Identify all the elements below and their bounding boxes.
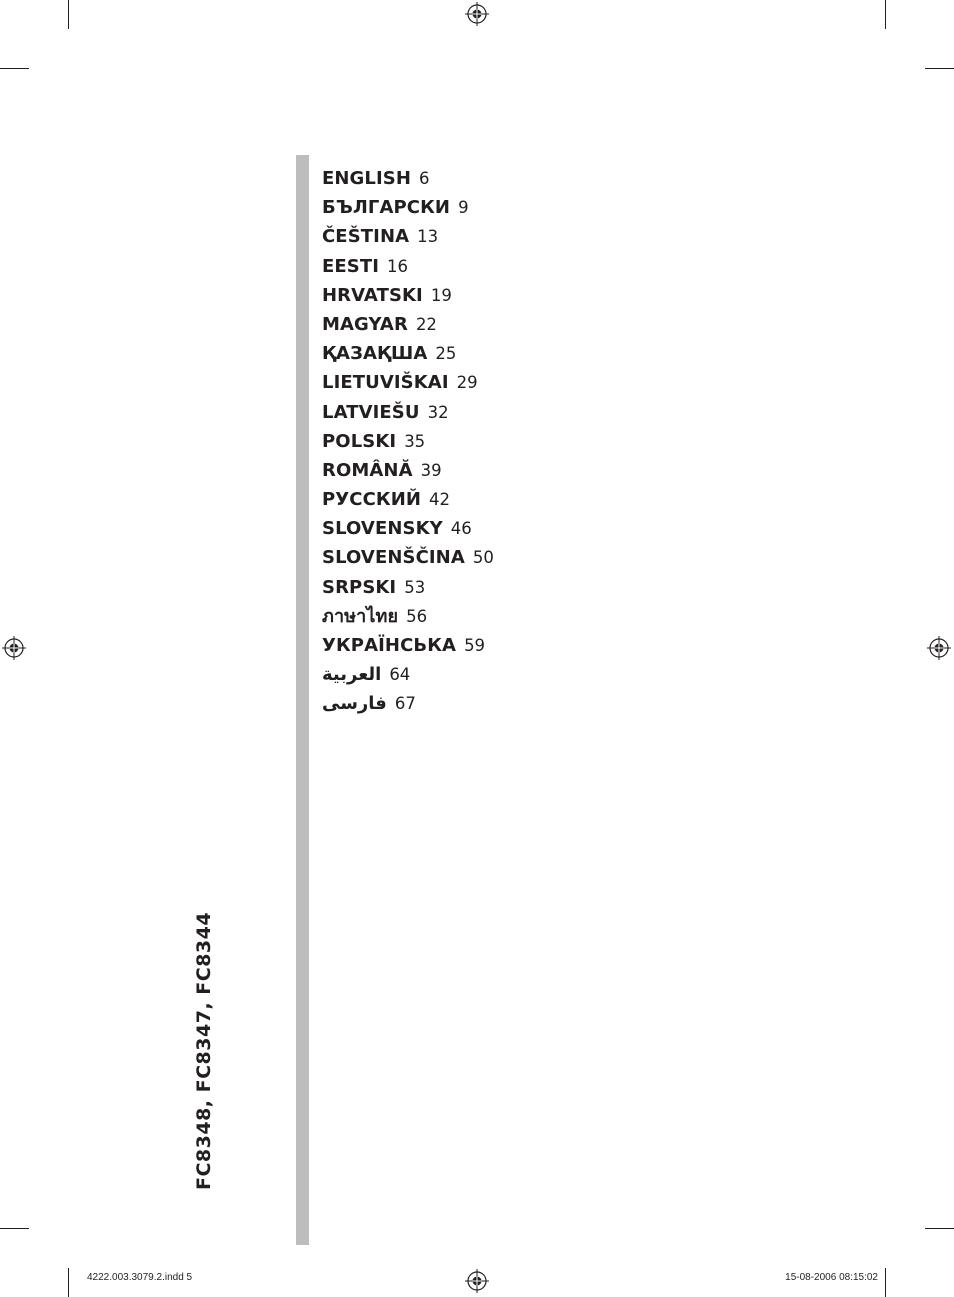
slug-file-info: 4222.003.3079.2.indd 5 xyxy=(87,1272,193,1283)
toc-page: 67 xyxy=(394,694,416,714)
model-title: FC8348, FC8347, FC8344 xyxy=(193,911,215,1190)
crop-mark-icon xyxy=(925,68,954,69)
toc-page: 16 xyxy=(387,256,409,276)
toc-language: فارسی xyxy=(322,693,387,715)
toc-language: SRPSKI xyxy=(322,576,397,598)
toc-entry[interactable] xyxy=(322,660,494,689)
toc-language: POLSKI xyxy=(322,430,397,452)
toc-language: БЪЛГАРСКИ xyxy=(322,197,451,219)
toc-page: 32 xyxy=(427,402,449,422)
toc-entry[interactable] xyxy=(322,193,494,222)
toc-language: MAGYAR xyxy=(322,313,408,335)
toc-language: ENGLISH xyxy=(322,168,412,189)
crop-mark-icon xyxy=(925,1228,954,1229)
registration-mark-icon xyxy=(2,636,26,660)
toc-page: 50 xyxy=(472,548,494,568)
crop-mark-icon xyxy=(885,0,886,29)
toc-entry[interactable] xyxy=(322,368,494,397)
toc-language: SLOVENSKY xyxy=(322,518,443,540)
gray-divider-bar xyxy=(296,155,309,1245)
toc-page: 25 xyxy=(435,344,457,364)
toc-entry[interactable] xyxy=(322,398,494,427)
registration-mark-icon xyxy=(465,2,489,26)
toc-language: ภาษาไทย xyxy=(322,605,399,627)
toc-language: العربية xyxy=(322,664,382,686)
toc-language: LATVIEŠU xyxy=(322,401,420,423)
toc-entry[interactable] xyxy=(322,222,494,251)
toc-page: 35 xyxy=(404,431,426,451)
toc-language: ҚАЗАҚША xyxy=(322,343,428,365)
toc-entry[interactable] xyxy=(322,252,494,281)
toc-entry[interactable] xyxy=(322,427,494,456)
toc-page: 39 xyxy=(420,460,442,480)
slug-date-time: 15-08-2006 08:15:02 xyxy=(785,1272,878,1283)
toc-page: 42 xyxy=(429,490,451,510)
toc-page: 46 xyxy=(450,519,472,539)
toc-entry[interactable] xyxy=(322,689,494,718)
crop-mark-icon xyxy=(0,1228,29,1229)
crop-mark-icon xyxy=(885,1268,886,1297)
toc-language: ČEŠTINA xyxy=(322,226,410,248)
toc-language: РУССКИЙ xyxy=(322,489,422,511)
toc-language: EESTI xyxy=(322,255,380,277)
toc-page: 56 xyxy=(406,606,428,626)
toc-page: 13 xyxy=(417,227,439,247)
toc-language: HRVATSKI xyxy=(322,284,423,306)
toc-entry[interactable] xyxy=(322,310,494,339)
registration-mark-icon xyxy=(465,1269,489,1293)
toc-language: УКРАЇНСЬКА xyxy=(322,635,457,656)
toc-page: 59 xyxy=(464,636,486,655)
toc-entry[interactable] xyxy=(322,281,494,310)
toc-entry[interactable] xyxy=(322,573,494,602)
toc-page: 22 xyxy=(415,314,437,334)
crop-mark-icon xyxy=(68,0,69,29)
registration-mark-icon xyxy=(927,636,951,660)
toc-language: SLOVENŠČINA xyxy=(322,547,465,569)
toc-page: 9 xyxy=(458,198,469,218)
language-index xyxy=(322,164,494,719)
toc-page: 53 xyxy=(404,577,426,597)
toc-entry[interactable] xyxy=(322,164,494,193)
toc-page: 64 xyxy=(389,665,411,685)
toc-entry[interactable] xyxy=(322,514,494,543)
toc-page: 19 xyxy=(430,285,452,305)
toc-language: ROMÂNĂ xyxy=(322,459,413,481)
toc-page: 6 xyxy=(419,169,430,188)
toc-entry[interactable] xyxy=(322,602,494,631)
toc-entry[interactable] xyxy=(322,631,494,660)
toc-entry[interactable] xyxy=(322,485,494,514)
toc-page: 29 xyxy=(456,373,478,393)
crop-mark-icon xyxy=(68,1268,69,1297)
toc-language: LIETUVIŠKAI xyxy=(322,372,449,394)
crop-mark-icon xyxy=(0,68,29,69)
toc-entry[interactable] xyxy=(322,456,494,485)
toc-entry[interactable] xyxy=(322,339,494,368)
toc-entry[interactable] xyxy=(322,543,494,572)
